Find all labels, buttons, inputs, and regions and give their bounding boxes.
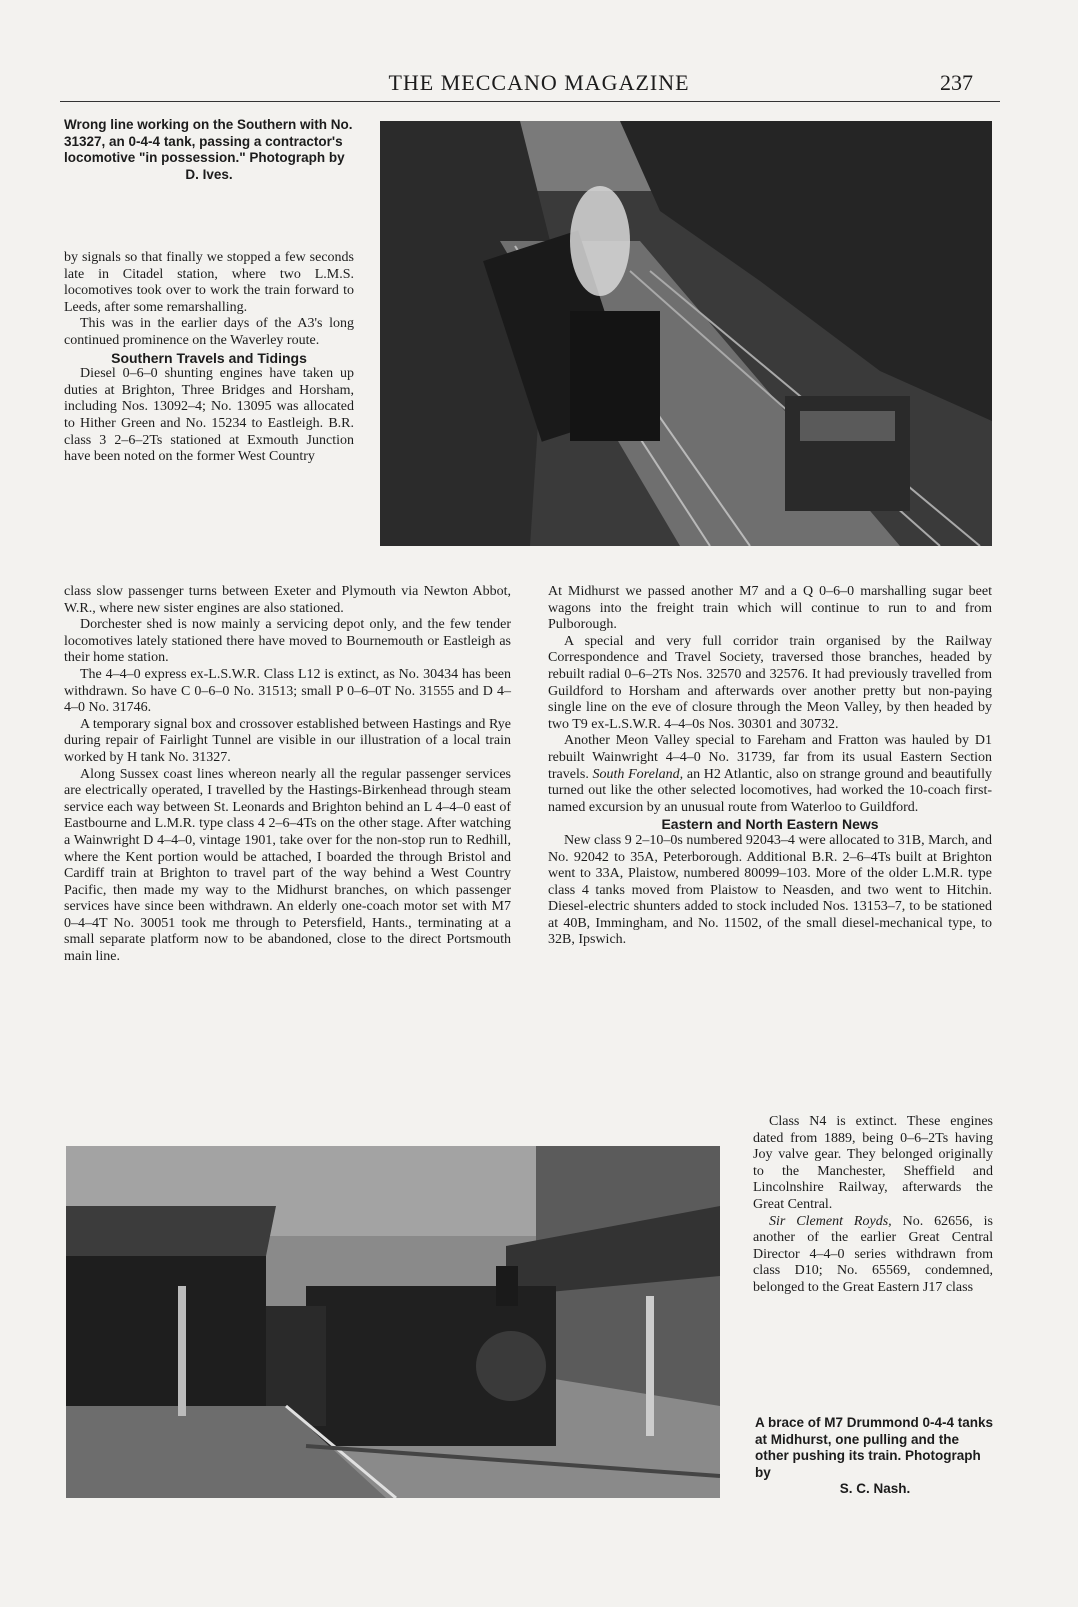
paragraph: The 4–4–0 express ex-L.S.W.R. Class L12 is extinct, as No. 30434 has been withdrawn. So have C 0–6–0 No. 31513; small P 0–6–0T No. 31555 and D 4–4–0 No. 31746. <box>64 666 511 716</box>
paragraph: New class 9 2–10–0s numbered 92043–4 were allocated to 31B, March, and No. 92042 to 35A, Peterborough. Additional B.R. 2–6–4Ts built at Brighton went to 33A, Plaistow, numbered 80099–103. More of the older L.M.R. type class 4 tanks moved from Plaistow to Neasden, and two went to Hitchin. Diesel-electric shunters added to stock included Nos. 13153–7, to be stationed at 40B, Immingham, and No. 11502, of the small diesel-mechanical type, to 32B, Ipswich. <box>548 832 992 948</box>
paragraph: A special and very full corridor train organised by the Railway Correspondence and Travel Society, traversed those branches, headed by rebuilt radial 0–6–2Ts Nos. 32570 and 32576. It had previously travelled from Guildford to Horsham and afterwards over another pretty but non-paying single line on the eve of closure through the Meon Valley, by then headed by two T9 ex-L.S.W.R. 4–4–0s Nos. 30301 and 30732. <box>548 633 992 732</box>
railway-cutting-illustration <box>380 121 992 546</box>
right-column <box>548 584 992 949</box>
section-heading-eastern: Eastern and North Eastern News <box>661 816 879 833</box>
bottom-photo-caption <box>755 1415 995 1498</box>
paragraph-text: Another Meon Valley special to Fareham and Fratton was hauled by D1 rebuilt Wainwright 4–4–0 No. 31739, far from its usual Eastern Section travels. <box>548 733 992 782</box>
paragraph-text: No. 62656, is another of the earlier Great Central Director 4–4–0 series withdrawn from class D10; No. 65569, condemned, belonged to the Great Eastern J17 class <box>753 1213 993 1295</box>
left-column <box>64 584 511 966</box>
top-photo-caption <box>64 117 354 183</box>
left-top-column <box>64 250 354 466</box>
paragraph: class slow passenger turns between Exeter and Plymouth via Newton Abbot, W.R., where new sister engines are also stationed. <box>64 584 511 616</box>
midhurst-station-illustration <box>66 1146 720 1498</box>
paragraph: A temporary signal box and crossover established between Hastings and Rye during repair of Fairlight Tunnel are visible in our illustration of a local train worked by H tank No. 31327. <box>64 716 511 765</box>
paragraph: by signals so that finally we stopped a few seconds late in Citadel station, where two L.M.S. locomotives took over to work the train forward to Leeds, after some remarshalling. <box>64 250 354 315</box>
header-rule <box>60 101 1000 102</box>
paragraph <box>753 1214 993 1297</box>
top-photo <box>380 121 992 546</box>
top-photo-caption-text: Wrong line working on the Southern with No. 31327, an 0-4-4 tank, passing a contractor's locomotive "in possession." Photograph by <box>64 117 353 165</box>
locomotive-name: Sir Clement Royds, <box>769 1213 892 1229</box>
top-photo-credit: D. Ives. <box>185 166 233 182</box>
paragraph <box>548 733 992 816</box>
paragraph: Along Sussex coast lines whereon nearly all the regular passenger services are electrically operated, I travelled by the Hastings-Birkenhead through steam service each way between St. Leonards and Brighton behind an L 4–4–0 east of Eastbourne and L.M.R. type class 4 2–6–4Ts on the other stage. After watching a Wainwright D 4–4–0, vintage 1901, take over for the non-stop run to Redhill, where the Kent portion would be attached, I boarded the through Bristol and Cardiff train at Brighton to travel part of the way behind a West Country Pacific, then made my way to the Midhurst branches, on which passenger services have since been withdrawn. An elderly one-coach motor set with M7 0–4–4T No. 30051 took me through to Petersfield, Hants., terminating at a small separate platform now to be abandoned, close to the direct Portsmouth main line. <box>64 766 511 965</box>
bottom-photo-credit: S. C. Nash. <box>839 1481 911 1496</box>
bottom-photo-caption-text: A brace of M7 Drummond 0-4-4 tanks at Midhurst, one pulling and the other pushing its train. Photograph by <box>755 1415 994 1480</box>
bottom-photo <box>66 1146 720 1498</box>
paragraph: At Midhurst we passed another M7 and a Q 0–6–0 marshalling sugar beet wagons into the freight train which will continue to run to and from Pulborough. <box>548 584 992 633</box>
paragraph: Dorchester shed is now mainly a servicing depot only, and the few tender locomotives lately stationed there have moved to Bournemouth or Eastleigh as their home station. <box>64 617 511 666</box>
paragraph: Diesel 0–6–0 shunting engines have taken up duties at Brighton, Three Bridges and Horsham, including Nos. 13092–4; No. 13095 was allocated to Hither Green and No. 15234 to Eastleigh. B.R. class 3 2–6–2Ts stationed at Exmouth Junction have been noted on the former West Country <box>64 366 354 465</box>
bottom-right-text <box>753 1114 993 1297</box>
paragraph: This was in the earlier days of the A3's long continued prominence on the Waverley route. <box>64 316 354 348</box>
magazine-title: THE MECCANO MAGAZINE <box>388 70 690 95</box>
page-number: 237 <box>940 70 973 95</box>
section-heading-southern: Southern Travels and Tidings <box>111 349 307 366</box>
locomotive-name: South Foreland, <box>592 766 684 782</box>
paragraph: Class N4 is extinct. These engines dated from 1889, being 0–6–2Ts having Joy valve gear. They belonged originally to the Manchester, Sheffield and Lincolnshire Railway, afterwards the Great Central. <box>753 1114 993 1212</box>
paragraph-text: an H2 Atlantic, also on strange ground and beautifully turned out like the other selected locomotives, had worked the 10-coach first-named excursion by an unusual route from Waterloo to Guildford. <box>548 766 993 815</box>
